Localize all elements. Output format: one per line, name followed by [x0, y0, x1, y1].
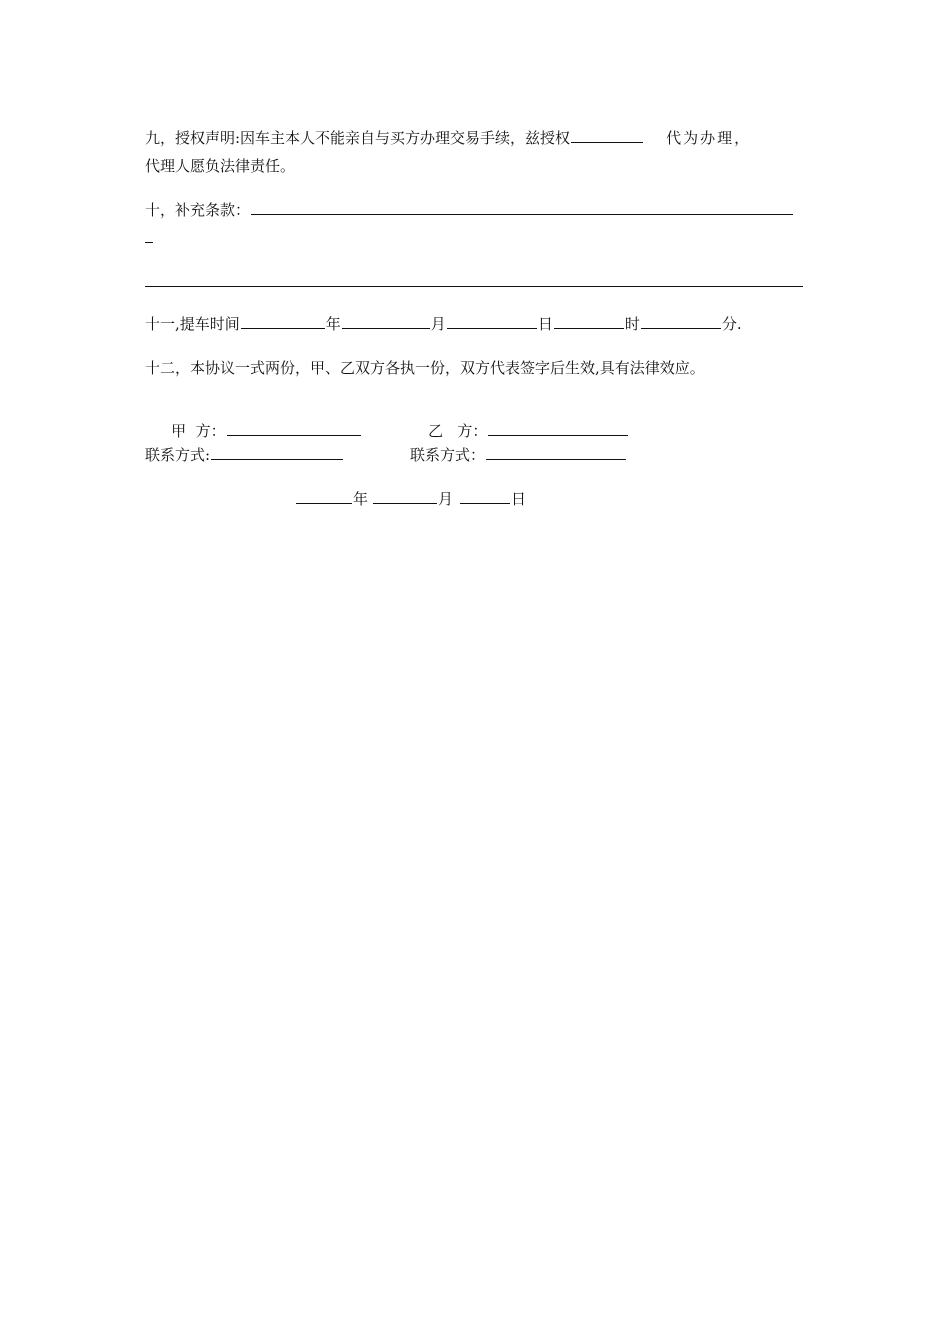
- date-year-blank[interactable]: [296, 489, 352, 504]
- contact-b-blank[interactable]: [486, 445, 626, 460]
- pickup-hour-blank[interactable]: [554, 314, 624, 329]
- clause-10-label: 十，补充条款：: [145, 201, 251, 219]
- date-day-blank[interactable]: [460, 489, 510, 504]
- clause-9-prefix: 九，授权声明:因车主本人不能亲自与买方办理交易手续，兹授权: [145, 129, 571, 147]
- clause-10-line-1: [145, 200, 794, 220]
- pickup-year-unit: 年: [325, 315, 341, 333]
- clause-9-suffix: 代为办理，: [666, 129, 752, 147]
- pickup-year-blank[interactable]: [241, 314, 325, 329]
- contact-b-row: [410, 445, 627, 465]
- party-a-label: 甲 方：: [171, 422, 226, 440]
- date-month-unit: 月: [438, 490, 454, 508]
- contact-b-label: 联系方式：: [410, 446, 486, 464]
- date-year-unit: 年: [353, 490, 369, 508]
- contact-a-label: 联系方式:: [145, 446, 211, 464]
- date-row: [296, 489, 526, 509]
- supplementary-terms-blank-1[interactable]: [251, 200, 793, 215]
- pickup-day-blank[interactable]: [447, 314, 537, 329]
- contact-a-row: [145, 445, 344, 465]
- pickup-hour-unit: 时: [624, 315, 640, 333]
- party-b-signature-blank[interactable]: [488, 421, 628, 436]
- contact-a-blank[interactable]: [211, 445, 343, 460]
- supplementary-terms-blank-3[interactable]: [145, 272, 803, 287]
- date-month-blank[interactable]: [373, 489, 437, 504]
- pickup-month-blank[interactable]: [342, 314, 430, 329]
- supplementary-terms-blank-2[interactable]: [145, 228, 153, 243]
- pickup-time-label: 十一,提车时间: [145, 315, 240, 333]
- clause-9-line-2: [145, 156, 295, 176]
- party-b-label: 乙 方：: [428, 422, 488, 440]
- agent-name-blank[interactable]: [571, 128, 643, 143]
- clause-10-line-2: [145, 228, 153, 248]
- pickup-month-unit: 月: [430, 315, 446, 333]
- clause-9-line-1: [145, 128, 751, 148]
- clause-10-line-3: [145, 272, 803, 292]
- clause-9-text-2: 代理人愿负法律责任。: [145, 157, 296, 175]
- clause-12-text: 十二，本协议一式两份，甲、乙双方各执一份，双方代表签字后生效,具有法律效应。: [145, 359, 705, 377]
- clause-12-line: [145, 358, 705, 378]
- pickup-day-unit: 日: [537, 315, 553, 333]
- date-day-unit: 日: [511, 490, 527, 508]
- pickup-minute-blank[interactable]: [641, 314, 721, 329]
- clause-11-line: [145, 314, 742, 334]
- party-a-signature-blank[interactable]: [227, 421, 361, 436]
- pickup-minute-unit: 分.: [721, 315, 742, 333]
